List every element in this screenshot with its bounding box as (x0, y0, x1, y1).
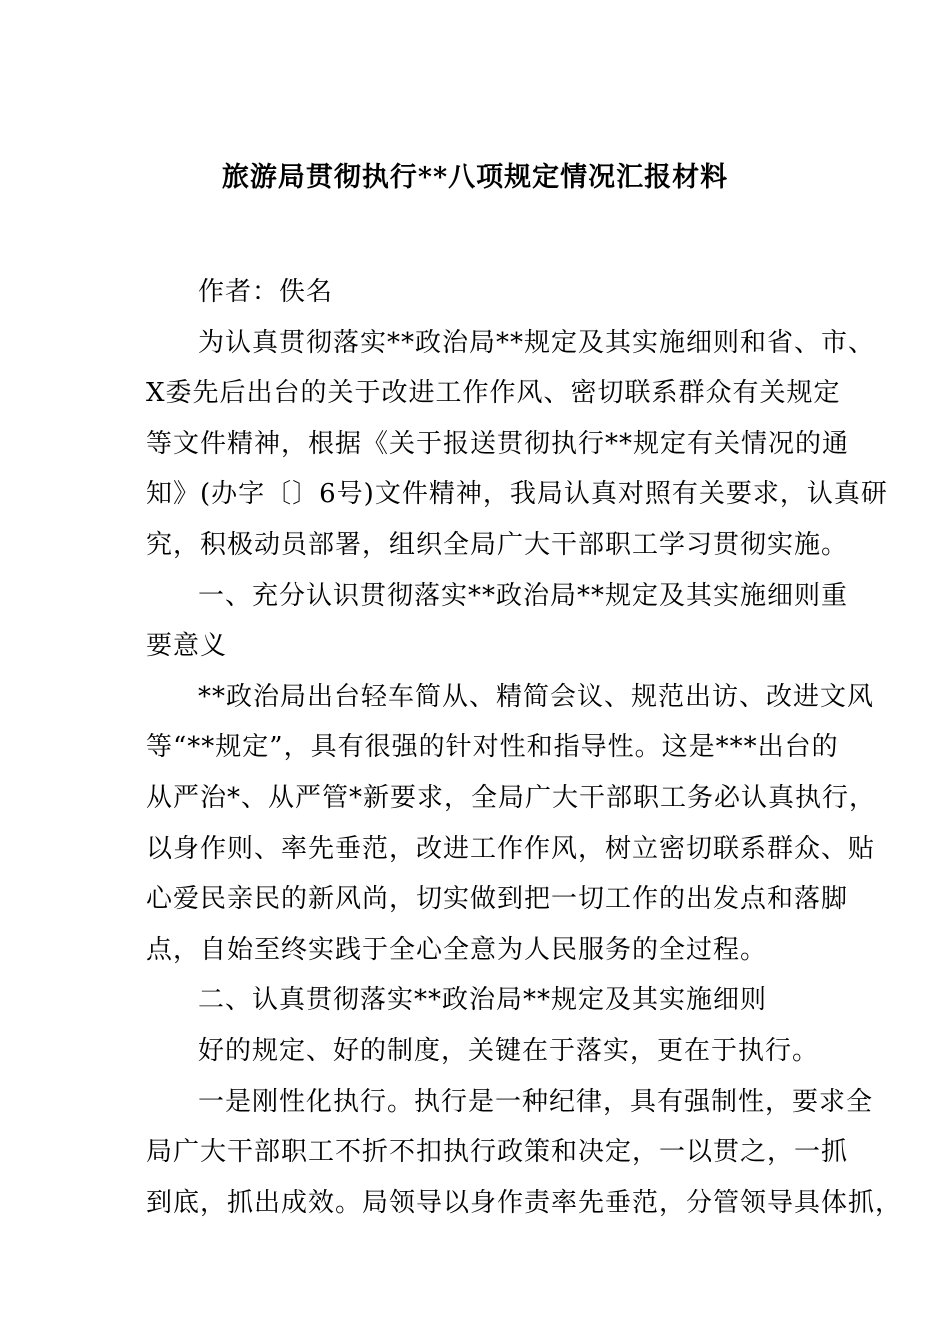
paragraph-line: 为认真贯彻落实**政治局**规定及其实施细则和省、市、 (198, 327, 876, 358)
paragraph-line: **政治局出台轻车简从、精简会议、规范出访、改进文风 (198, 681, 875, 712)
paragraph-line: 等文件精神，根据《关于报送贯彻执行**规定有关情况的通 (146, 428, 850, 459)
section-heading-line: 要意义 (146, 631, 228, 662)
paragraph-line: X委先后出台的关于改进工作作风、密切联系群众有关规定 (146, 378, 841, 409)
paragraph-line: 一是刚性化执行。执行是一种纪律，具有强制性，要求全 (198, 1086, 874, 1117)
section-heading-line: 一、充分认识贯彻落实**政治局**规定及其实施细则重 (198, 580, 849, 611)
paragraph-line: 好的规定、好的制度，关键在于落实，更在于执行。 (198, 1035, 820, 1066)
paragraph-line: 从严治*、从严管*新要求，全局广大干部职工务必认真执行， (146, 782, 877, 813)
paragraph-line: 究，积极动员部署，组织全局广大干部职工学习贯彻实施。 (146, 529, 849, 560)
paragraph-line: 知》(办字〔〕6号)文件精神，我局认真对照有关要求，认真研 (146, 479, 888, 510)
document-body (146, 267, 903, 1228)
author-line: 作者：佚名 (198, 277, 334, 307)
paragraph-line: 局广大干部职工不折不扣执行政策和决定，一以贯之，一抓 (146, 1137, 849, 1168)
paragraph-line: 以身作则、率先垂范，改进工作作风，树立密切联系群众、贴 (146, 833, 876, 864)
paragraph-line: 心爱民亲民的新风尚，切实做到把一切工作的出发点和落脚 (146, 884, 849, 915)
paragraph-line: 点，自始至终实践于全心全意为人民服务的全过程。 (146, 934, 768, 965)
paragraph-line: 到底，抓出成效。局领导以身作责率先垂范，分管领导具体抓， (146, 1187, 903, 1218)
section-heading-line: 二、认真贯彻落实**政治局**规定及其实施细则 (198, 985, 768, 1016)
document-title: 旅游局贯彻执行**八项规定情况汇报材料 (221, 162, 729, 193)
paragraph-line: 等“**规定”，具有很强的针对性和指导性。这是***出台的 (146, 732, 839, 763)
